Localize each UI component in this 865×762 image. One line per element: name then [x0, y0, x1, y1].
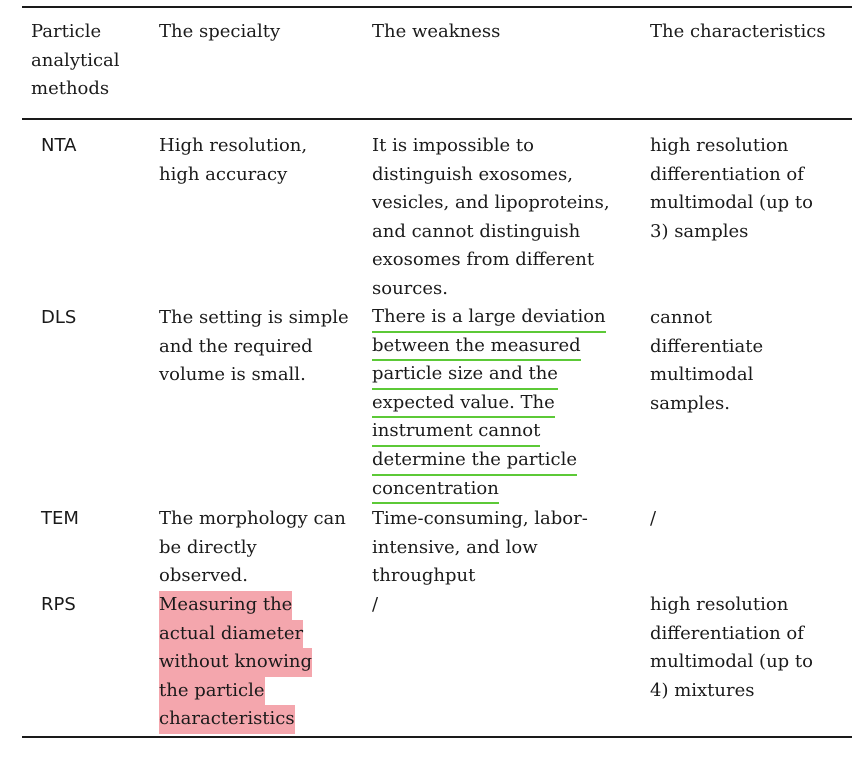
row-rps-specialty-highlighted — [159, 591, 312, 734]
cell-line: The setting is simple — [159, 307, 349, 328]
underlined-line: concentration — [372, 476, 499, 505]
cell-line: throughput — [372, 565, 476, 587]
method-label: TEM — [41, 508, 79, 529]
header-characteristics — [650, 18, 826, 47]
cell-line: differentiate — [650, 335, 764, 357]
cell-line: differentiation of — [650, 163, 804, 185]
row-tem-characteristics — [650, 505, 656, 534]
cell-line: samples. — [650, 392, 730, 414]
highlighted-line: without knowing — [159, 648, 312, 677]
row-dls-weakness-underlined — [372, 304, 606, 504]
row-nta-weakness — [372, 132, 610, 304]
cell-line: high accuracy — [159, 163, 288, 185]
cell-line: 4) mixtures — [650, 679, 755, 701]
cell-line: high resolution — [650, 594, 789, 615]
cell-line: 3) samples — [650, 220, 749, 242]
cell-line: The morphology can — [159, 508, 346, 529]
cell-line: distinguish exosomes, — [372, 163, 573, 185]
cell-line: multimodal (up to — [650, 192, 813, 214]
header-line: The characteristics — [650, 21, 826, 42]
cell-line: sources. — [372, 277, 448, 299]
highlighted-line: actual diameter — [159, 620, 303, 649]
row-dls-characteristics — [650, 304, 763, 418]
cell-line: Time-consuming, labor- — [372, 508, 588, 529]
cell-line: and cannot distinguish — [372, 220, 581, 242]
row-rps-characteristics — [650, 591, 813, 705]
header-line: The specialty — [159, 21, 281, 42]
underlined-line: particle size and the — [372, 361, 558, 390]
cell-line: exosomes from different — [372, 249, 595, 271]
header-weakness — [372, 18, 500, 47]
row-nta-specialty — [159, 132, 307, 189]
row-rps-method — [41, 591, 76, 620]
header-line: analytical — [31, 49, 120, 71]
underlined-line: There is a large deviation — [372, 304, 606, 333]
cell-line: multimodal (up to — [650, 651, 813, 673]
method-label: NTA — [41, 135, 77, 156]
header-line: Particle — [31, 21, 102, 42]
cell-line: intensive, and low — [372, 536, 538, 558]
header-line: The weakness — [372, 21, 501, 42]
row-dls-specialty — [159, 304, 349, 390]
row-nta-characteristics — [650, 132, 813, 246]
cell-line: and the required — [159, 335, 313, 357]
table-bottom-rule — [22, 736, 852, 738]
row-nta-method — [41, 132, 76, 161]
cell-line: high resolution — [650, 135, 789, 156]
row-tem-weakness — [372, 505, 588, 591]
cell-line: vesicles, and lipoproteins, — [372, 192, 610, 214]
underlined-line: expected value. The — [372, 390, 555, 419]
highlighted-line: characteristics — [159, 705, 295, 734]
underlined-line: between the measured — [372, 333, 581, 362]
row-dls-method — [41, 304, 76, 333]
cell-line: / — [650, 508, 657, 529]
cell-line: cannot — [650, 307, 713, 328]
cell-line: multimodal — [650, 364, 754, 386]
cell-line: volume is small. — [159, 364, 306, 386]
cell-line: observed. — [159, 565, 248, 587]
cell-line: / — [372, 594, 379, 615]
underlined-line: instrument cannot — [372, 418, 540, 447]
cell-line: differentiation of — [650, 622, 804, 644]
row-rps-weakness — [372, 591, 378, 620]
header-specialty — [159, 18, 280, 47]
highlighted-line: the particle — [159, 677, 265, 706]
method-label: DLS — [41, 307, 77, 328]
header-line: methods — [31, 78, 110, 100]
row-tem-specialty — [159, 505, 346, 591]
table-header-rule — [22, 118, 852, 120]
cell-line: High resolution, — [159, 135, 308, 156]
table-top-rule — [22, 6, 852, 8]
underlined-line: determine the particle — [372, 447, 577, 476]
method-label: RPS — [41, 594, 76, 615]
cell-line: It is impossible to — [372, 135, 534, 156]
row-tem-method — [41, 505, 79, 534]
header-methods — [31, 18, 120, 104]
cell-line: be directly — [159, 536, 257, 558]
highlighted-line: Measuring the — [159, 591, 292, 620]
